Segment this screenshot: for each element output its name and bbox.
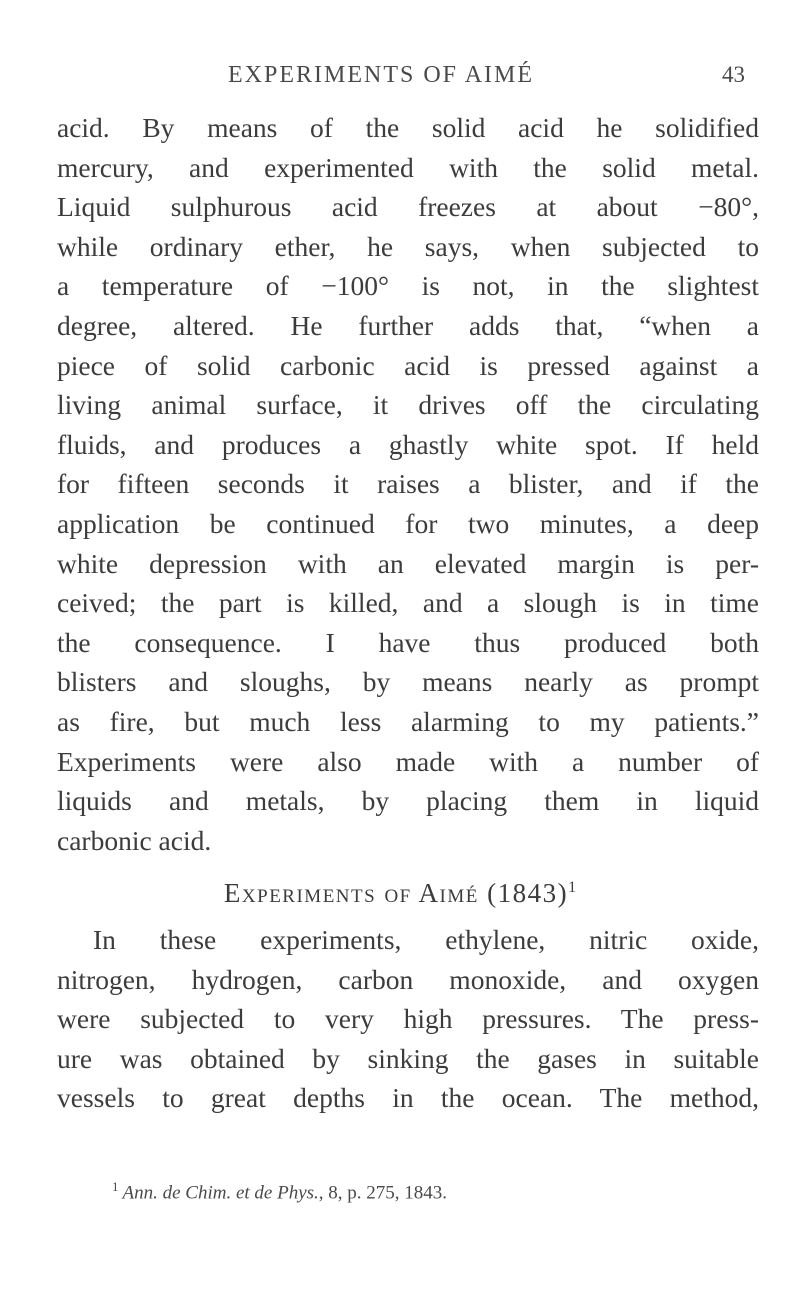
text-line: fluids, and produces a ghastly white spot. If held [57, 428, 759, 460]
text-line: degree, altered. He further adds that, “when a [57, 309, 759, 341]
text-line: mercury, and experimented with the solid metal. [57, 151, 759, 183]
text-line: acid. By means of the solid acid he solidified [57, 112, 759, 143]
footnote-reference: 1 [568, 879, 577, 896]
text-line: a temperature of −100° is not, in the slightest [57, 270, 759, 302]
text-line: for fifteen seconds it raises a blister, and if the [57, 468, 759, 500]
footnote-citation: , 8, p. 275, 1843. [318, 1182, 448, 1204]
text-line: nitrogen, hydrogen, carbon monoxide, and oxygen [57, 963, 759, 995]
text-line: vessels to great depths in the ocean. The method, [57, 1082, 759, 1114]
text-line: as fire, but much less alarming to my patients.” [57, 705, 759, 737]
text-line: ure was obtained by sinking the gases in suitable [57, 1042, 759, 1074]
text-line: In these experiments, ethylene, nitric oxide, [93, 924, 759, 955]
text-line: were subjected to very high pressures. The press- [57, 1003, 759, 1035]
text-line: living animal surface, it drives off the circulating [57, 389, 759, 421]
section-heading-text: Experiments of Aimé (1843) [223, 878, 569, 908]
text-line: piece of solid carbonic acid is pressed against a [57, 349, 759, 381]
text-line: carbonic acid. [57, 824, 212, 856]
footnote-journal: Ann. de Chim. et de Phys. [122, 1182, 319, 1204]
text-line: application be continued for two minutes, a deep [57, 507, 759, 539]
page-number: 43 [722, 62, 745, 87]
footnote-mark: 1 [112, 1179, 119, 1194]
running-head [0, 62, 800, 96]
paragraph-continued [57, 108, 759, 860]
text-line: blisters and sloughs, by means nearly as prompt [57, 666, 759, 698]
text-line: while ordinary ether, he says, when subjected to [57, 230, 759, 262]
text-line: Liquid sulphurous acid freezes at about −80°, [57, 191, 759, 223]
running-title: EXPERIMENTS OF AIMÉ [228, 62, 535, 88]
text-line: the consequence. I have thus produced both [57, 626, 759, 658]
paragraph [57, 920, 759, 1118]
footnote [112, 1179, 447, 1204]
text-line: Experiments were also made with a number of [57, 745, 759, 777]
section-heading [0, 878, 800, 909]
text-line: ceived; the part is killed, and a slough is in time [57, 587, 759, 619]
text-line: white depression with an elevated margin is per- [57, 547, 759, 579]
text-line: liquids and metals, by placing them in liquid [57, 785, 759, 817]
